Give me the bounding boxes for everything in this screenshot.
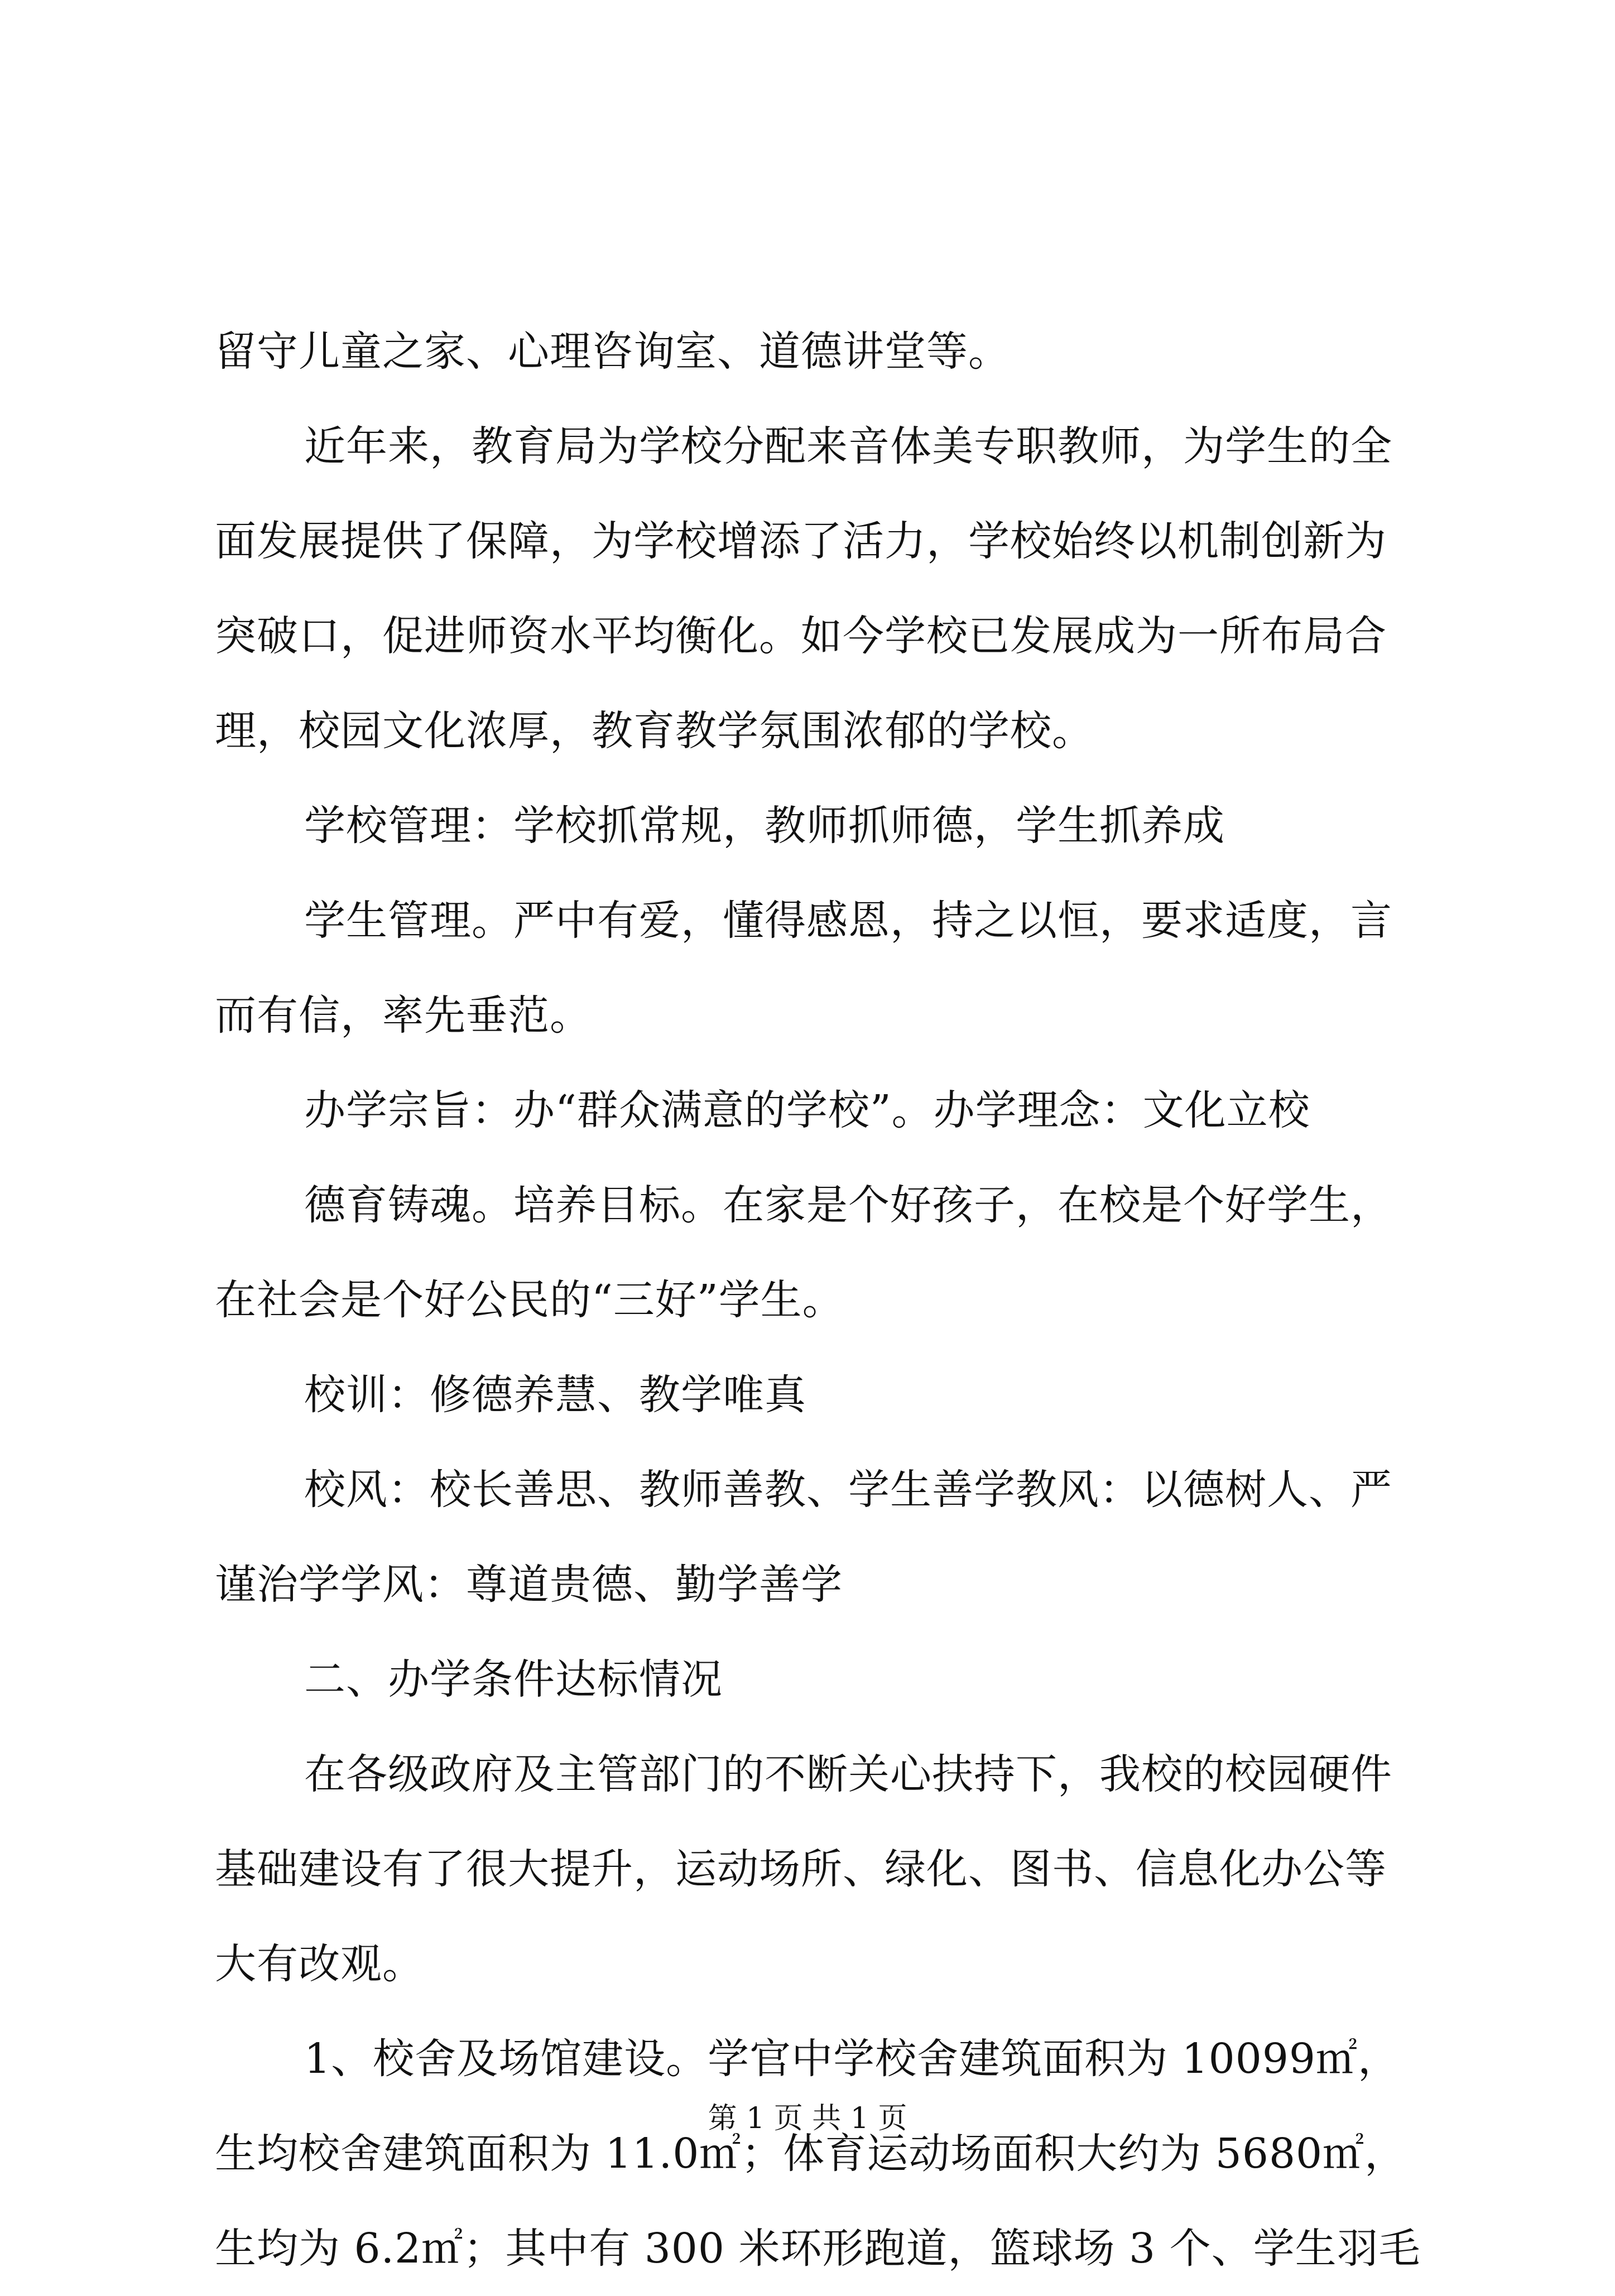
text-line: 突破口，促进师资水平均衡化。如今学校已发展成为一所布局合 bbox=[215, 612, 1387, 660]
text-line: 学校管理：学校抓常规，教师抓师德，学生抓养成 bbox=[304, 802, 1225, 850]
text-line: 面发展提供了保障，为学校增添了活力，学校始终以机制创新为 bbox=[215, 517, 1387, 565]
document-body bbox=[215, 304, 1421, 2296]
text-line: 1、校舍及场馆建设。学官中学校舍建筑面积为 10099㎡， bbox=[304, 2035, 1400, 2083]
text-line: 近年来，教育局为学校分配来音体美专职教师，为学生的全 bbox=[304, 422, 1392, 470]
text-line: 谨治学学风：尊道贵德、勤学善学 bbox=[215, 1561, 843, 1609]
text-line: 生均为 6.2㎡；其中有 300 米环形跑道，篮球场 3 个、学生羽毛 bbox=[215, 2225, 1421, 2273]
text-line: 大有改观。 bbox=[215, 1940, 424, 1988]
text-line: 德育铸魂。培养目标。在家是个好孩子，在校是个好学生， bbox=[304, 1181, 1392, 1229]
text-line: 在各级政府及主管部门的不断关心扶持下，我校的校园硬件 bbox=[304, 1750, 1392, 1798]
section-heading: 二、办学条件达标情况 bbox=[304, 1655, 723, 1703]
text-line: 在社会是个好公民的“三好”学生。 bbox=[215, 1276, 844, 1324]
text-line: 校风：校长善思、教师善教、学生善学教风：以德树人、严 bbox=[304, 1466, 1392, 1514]
text-line: 而有信，率先垂范。 bbox=[215, 991, 592, 1039]
text-line: 生均校舍建筑面积为 11.0㎡；体育运动场面积大约为 5680㎡， bbox=[215, 2130, 1407, 2178]
page-number-footer: 第 1 页 共 1 页 bbox=[708, 2102, 907, 2135]
text-line: 校训：修德养慧、教学唯真 bbox=[304, 1371, 806, 1419]
text-line: 理，校园文化浓厚，教育教学氛围浓郁的学校。 bbox=[215, 707, 1094, 755]
text-line: 学生管理。严中有爱，懂得感恩，持之以恒，要求适度，言 bbox=[304, 897, 1392, 945]
text-line: 留守儿童之家、心理咨询室、道德讲堂等。 bbox=[215, 328, 1010, 376]
text-line: 办学宗旨：办“群众满意的学校”。办学理念：文化立校 bbox=[304, 1086, 1310, 1134]
text-line: 基础建设有了很大提升，运动场所、绿化、图书、信息化办公等 bbox=[215, 1845, 1387, 1893]
